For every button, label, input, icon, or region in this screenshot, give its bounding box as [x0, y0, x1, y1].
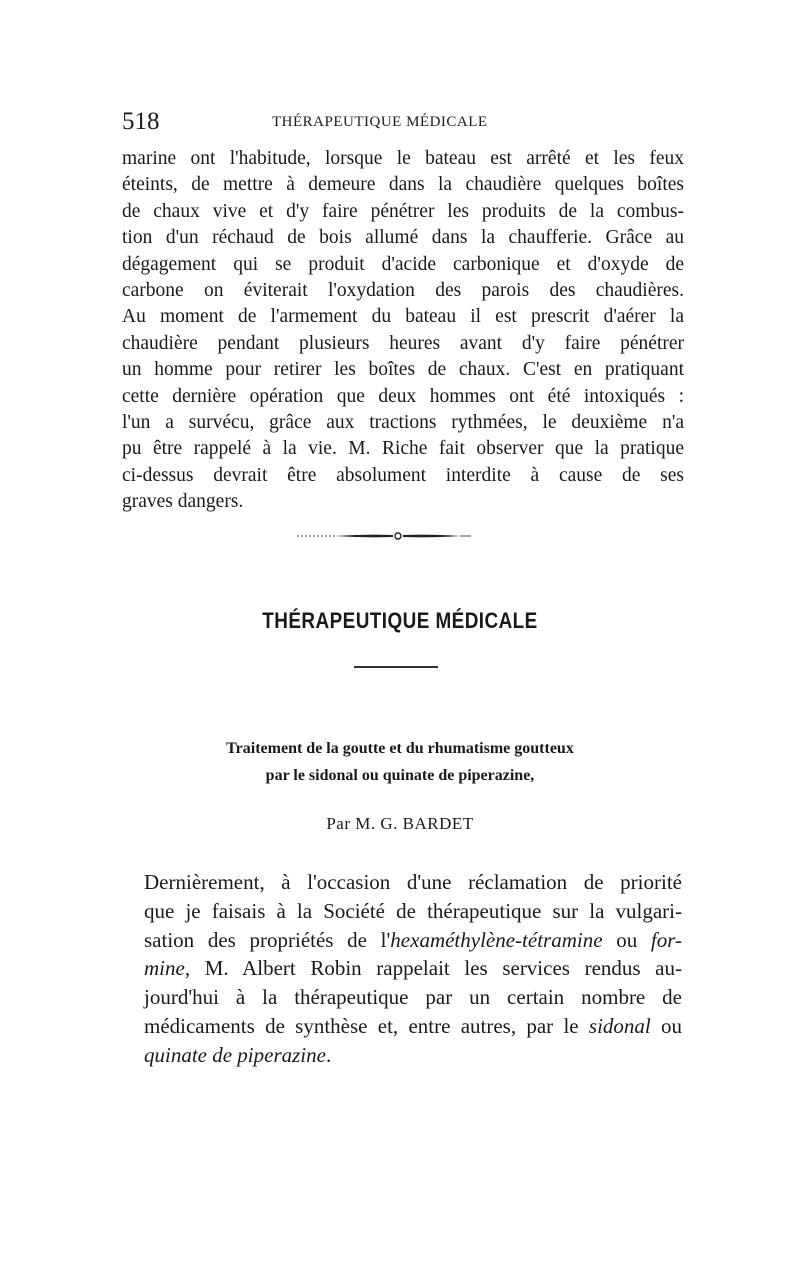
- ornamental-divider: [295, 529, 495, 543]
- text-line: [144, 1041, 682, 1070]
- text-run: sation des propriétés de l': [144, 927, 391, 952]
- text-run: , M. Albert Robin rappelait les services rendus au-: [184, 956, 682, 981]
- text-line: éteints, de mettre à demeure dans la chaudière quelques boîtes: [122, 174, 684, 196]
- article-title: [0, 735, 800, 789]
- italic-term: quinate de piperazine: [144, 1042, 326, 1067]
- article-title-line: par le sidonal ou quinate de piperazine,: [265, 767, 535, 784]
- text-line: chaudière pendant plusieurs heures avant d'y faire pénétrer: [122, 332, 684, 354]
- section-title: THÉRAPEUTIQUE MÉDICALE: [262, 608, 538, 633]
- text-line: dégagement qui se produit d'acide carbonique et d'oxyde de: [122, 253, 684, 275]
- text-line: graves dangers.: [122, 491, 244, 513]
- text-line: l'un a survécu, grâce aux tractions rythmées, le deuxième n'a: [122, 412, 684, 434]
- text-line: carbone on éviterait l'oxydation des parois des chaudières.: [122, 280, 684, 302]
- text-line: jourd'hui à la thérapeutique par un certain nombre de: [144, 985, 682, 1010]
- text-line: tion d'un réchaud de bois allumé dans la chaufferie. Grâce au: [122, 227, 684, 249]
- continued-paragraph: [122, 146, 684, 516]
- article-title-line: Traitement de la goutte et du rhumatisme goutteux: [226, 740, 574, 757]
- running-head: [122, 108, 678, 138]
- text-line: Au moment de l'armement du bateau il est prescrit d'aérer la: [122, 306, 684, 328]
- text-line: que je faisais à la Société de thérapeutique sur la vulgari-: [144, 898, 682, 923]
- text-line: cette dernière opération que deux hommes ont été intoxiqués :: [122, 385, 684, 407]
- text-run: .: [325, 1042, 332, 1067]
- byline: Par M. G. BARDET: [326, 814, 474, 833]
- italic-term: sidonal: [588, 1013, 651, 1038]
- text-line: pu être rappelé à la vie. M. Riche fait observer que la pratique: [122, 438, 684, 460]
- text-line: [144, 1012, 682, 1041]
- article-paragraph: [144, 868, 682, 1070]
- text-line: [144, 954, 682, 983]
- text-run: médicaments de synthèse et, entre autres, par le: [144, 1013, 589, 1038]
- italic-term: hexaméthylène-tétramine: [390, 927, 603, 952]
- text-line: [144, 926, 682, 955]
- running-title: THÉRAPEUTIQUE MÉDICALE: [272, 114, 488, 130]
- text-line: Dernièrement, à l'occasion d'une réclamation de priorité: [144, 870, 682, 894]
- text-run: ou: [602, 927, 651, 952]
- text-line: ci-dessus devrait être absolument interdite à cause de ses: [122, 464, 684, 486]
- short-rule-divider: [354, 666, 438, 668]
- text-line: marine ont l'habitude, lorsque le bateau est arrêté et les feux: [122, 148, 684, 169]
- page-number: 518: [122, 108, 160, 135]
- italic-term: mine: [144, 956, 185, 981]
- text-run: ou: [650, 1013, 683, 1038]
- italic-term: for-: [650, 927, 682, 952]
- text-line: un homme pour retirer les boîtes de chaux. C'est en pratiquant: [122, 359, 684, 381]
- text-line: de chaux vive et d'y faire pénétrer les produits de la combus-: [122, 200, 684, 222]
